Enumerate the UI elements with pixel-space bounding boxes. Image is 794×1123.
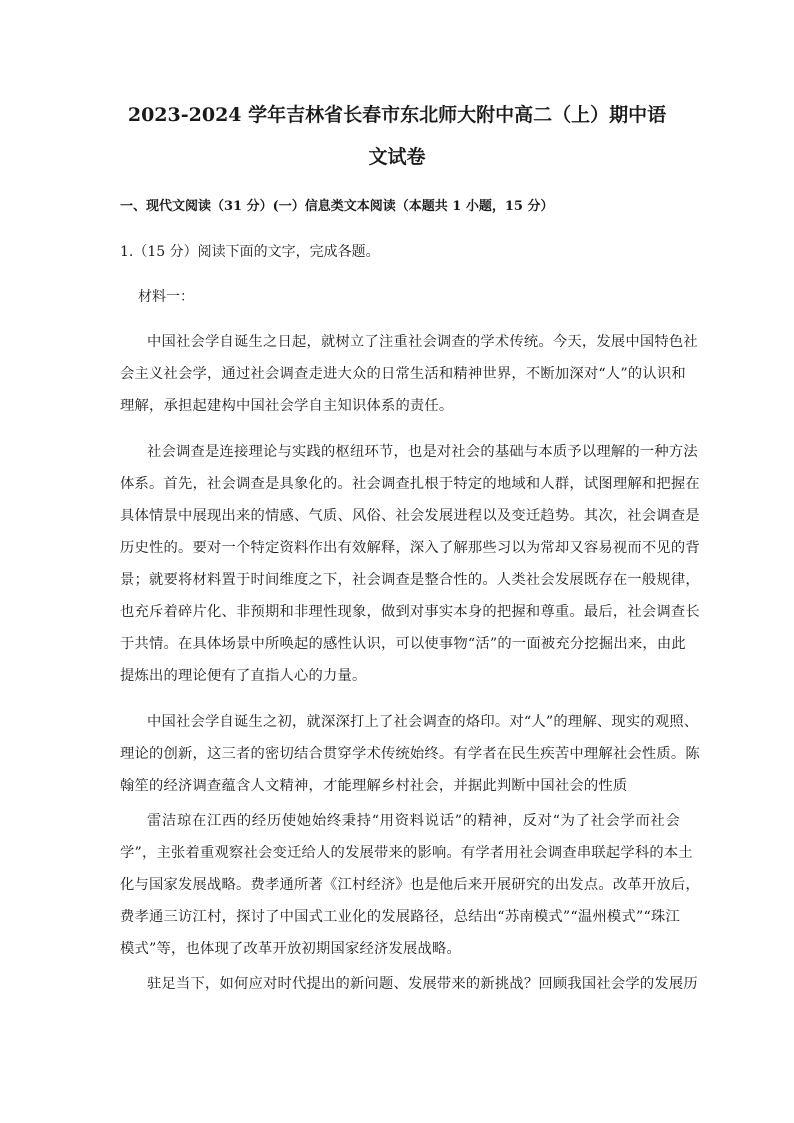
paragraph-line: 化与国家发展战略。费孝通所著《江村经济》也是他后来开展研究的出发点。改革开放后，	[120, 877, 700, 893]
paragraph-line: 雷洁琼在江西的经历使她始终秉持“用资料说话”的精神，反对“为了社会学而社会	[147, 813, 680, 829]
material-label: 材料一：	[138, 289, 194, 305]
question-prompt: 1.（15 分）阅读下面的文字，完成各题。	[120, 244, 380, 260]
paragraph-line: 理解，承担起建构中国社会学自主知识体系的责任。	[120, 398, 454, 414]
paragraph-line: 理论的创新，这三者的密切结合贯穿学术传统始终。有学者在民生疾苦中理解社会性质。陈	[120, 746, 700, 762]
paragraph-3	[120, 706, 700, 802]
paragraph-line: 费孝通三访江村，探讨了中国式工业化的发展路径，总结出“苏南模式”“温州模式”“珠江	[120, 909, 680, 925]
paragraph-line: 社会调查是连接理论与实践的枢纽环节，也是对社会的基础与本质予以理解的一种方法	[147, 444, 698, 460]
paragraph-line: 会主义社会学，通过社会调查走进大众的日常生活和精神世界，不断加深对“人”的认识和	[120, 366, 686, 382]
paragraph-2	[120, 436, 700, 692]
paragraph-line: 体系。首先，社会调查是具象化的。社会调查扎根于特定的地域和人群，试图理解和把握在	[120, 476, 700, 492]
paragraph-line: 驻足当下，如何应对时代提出的新问题、发展带来的新挑战？回顾我国社会学的发展历	[147, 976, 698, 992]
paragraph-line: 提炼出的理论便有了直指人心的力量。	[120, 668, 367, 684]
paragraph-line: 学”，主张着重观察社会变迁给人的发展带来的影响。有学者用社会调查串联起学科的本土	[120, 845, 693, 861]
paragraph-line: 中国社会学自诞生之日起，就树立了注重社会调查的学术传统。今天，发展中国特色社	[147, 334, 698, 350]
paragraph-line: 也充斥着碎片化、非预期和非理性现象，做到对事实本身的把握和尊重。最后，社会调查长	[120, 604, 700, 620]
paragraph-line: 翰笙的经济调查蕴含人文精神，才能理解乡村社会，并据此判断中国社会的性质	[120, 778, 628, 794]
paragraph-5	[120, 968, 698, 1000]
paragraph-line: 景；就要将材料置于时间维度之下，社会调查是整合性的。人类社会发展既存在一般规律，	[120, 572, 700, 588]
paragraph-line: 于共情。在具体场景中所唤起的感性认识，可以使事物“活”的一面被充分挖掘出来，由此	[120, 636, 686, 652]
paragraph-line: 中国社会学自诞生之初，就深深打上了社会调查的烙印。对“人”的理解、现实的观照、	[147, 714, 699, 730]
paragraph-line: 模式”等，也体现了改革开放初期国家经济发展战略。	[120, 941, 461, 957]
paragraph-line: 历史性的。要对一个特定资料作出有效解释，深入了解那些习以为常却又容易视而不见的背	[120, 540, 700, 556]
section-heading: 一、现代文阅读（31 分）(一）信息类文本阅读（本题共 1 小题，15 分）	[120, 199, 554, 214]
paragraph-4	[120, 805, 700, 965]
exam-title-line-2: 文试卷	[368, 146, 426, 168]
paragraph-line: 具体情景中展现出来的情感、气质、风俗、社会发展进程以及变迁趋势。其次，社会调查是	[120, 508, 700, 524]
paragraph-1	[120, 326, 698, 422]
exam-title-line-1: 2023-2024 学年吉林省长春市东北师大附中高二（上）期中语	[127, 104, 667, 126]
